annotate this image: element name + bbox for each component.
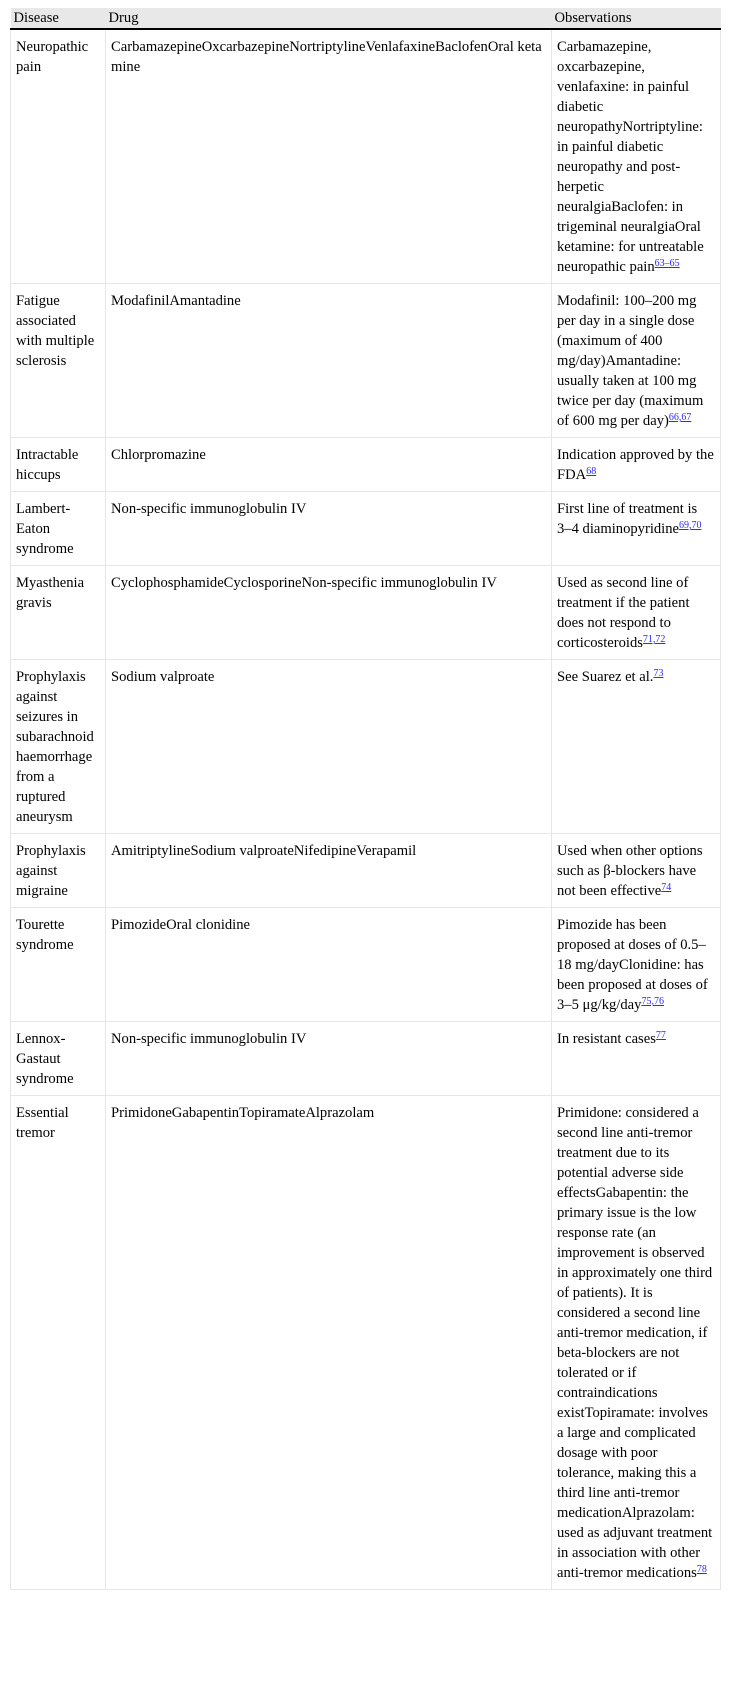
drug-cell: Chlorpromazine [106,438,552,492]
observation-cell [552,29,721,284]
drug-cell: Sodium valproate [106,660,552,834]
table-row [11,284,721,438]
drug-cell: AmitriptylineSodium valproateNifedipineVerapamil [106,834,552,908]
disease-cell: Intractable hiccups [11,438,106,492]
disease-cell: Myasthenia gravis [11,566,106,660]
reference-link[interactable]: 68 [586,466,597,477]
table-row [11,29,721,284]
observation-cell [552,908,721,1022]
disease-cell: Prophylaxis against seizures in subarachnoid haemorrhage from a ruptured aneurysm [11,660,106,834]
reference-sup [656,1030,666,1041]
observation-text: Modafinil: 100–200 mg per day in a single dose (maximum of 400 mg/day)Amantadine: usually taken at 100 mg twice per day (maximum of 600 mg per day) [557,293,704,429]
header-drug: Drug [106,8,552,29]
observation-text: Used as second line of treatment if the patient does not respond to corticosteroids [557,575,690,651]
drug-cell: Non-specific immunoglobulin IV [106,1022,552,1096]
table-row [11,1096,721,1590]
reference-link[interactable]: 63–65 [654,258,680,269]
observation-cell [552,566,721,660]
reference-sup [661,882,671,893]
table-row [11,438,721,492]
observation-cell [552,492,721,566]
observation-cell [552,1096,721,1590]
table-header [11,8,721,29]
disease-cell: Tourette syndrome [11,908,106,1022]
drug-cell: ModafinilAmantadine [106,284,552,438]
disease-cell: Prophylaxis against migraine [11,834,106,908]
disease-cell: Neuropathic pain [11,29,106,284]
table-row [11,908,721,1022]
reference-sup [669,412,692,423]
observation-cell [552,1022,721,1096]
drug-cell: CyclophosphamideCyclosporineNon-specific immunoglobulin IV [106,566,552,660]
table-row [11,834,721,908]
reference-link[interactable]: 66,67 [668,412,692,423]
header-row [11,8,721,29]
reference-sup [643,634,666,645]
observation-cell [552,438,721,492]
header-observations: Observations [552,8,721,29]
reference-link[interactable]: 74 [661,882,672,893]
header-disease: Disease [11,8,106,29]
observation-cell [552,834,721,908]
disease-cell: Lambert-Eaton syndrome [11,492,106,566]
observation-text: First line of treatment is 3–4 diaminopyridine [557,501,698,537]
reference-link[interactable]: 77 [655,1030,666,1041]
disease-cell: Lennox-Gastaut syndrome [11,1022,106,1096]
observation-cell [552,660,721,834]
drug-indications-table [10,8,721,1590]
reference-sup [641,996,664,1007]
disease-cell: Fatigue associated with multiple sclerosis [11,284,106,438]
reference-sup [586,466,596,477]
disease-cell: Essential tremor [11,1096,106,1590]
drug-cell: Non-specific immunoglobulin IV [106,492,552,566]
observation-text: Carbamazepine, oxcarbazepine, venlafaxine: in painful diabetic neuropathyNortriptyline: in painful diabetic neuropathy and post-herpetic neuralgiaBaclofen: in trigeminal neuralgiaOral ketamine: for untreatable neuropathic pain [557,39,704,275]
reference-sup [697,1564,707,1575]
observation-text: Indication approved by the FDA [557,447,714,483]
observation-text: In resistant cases [557,1031,656,1047]
observation-text: See Suarez et al. [557,669,654,685]
reference-link[interactable]: 69,70 [679,520,702,531]
reference-sup [653,668,663,679]
table-row [11,660,721,834]
reference-link[interactable]: 78 [696,1564,707,1575]
reference-link[interactable]: 75,76 [641,996,664,1007]
reference-link[interactable]: 71,72 [642,634,666,645]
observation-text: Used when other options such as β-blockers have not been effective [557,843,703,899]
drug-cell: PimozideOral clonidine [106,908,552,1022]
table-body [11,29,721,1590]
reference-link[interactable]: 73 [653,668,664,679]
reference-sup [655,258,680,269]
observation-text: Pimozide has been proposed at doses of 0.5–18 mg/dayClonidine: has been proposed at doses of 3–5 μg/kg/day [557,917,708,1013]
table-row [11,492,721,566]
reference-sup [679,520,702,531]
observation-text: Primidone: considered a second line anti-tremor treatment due to its potential adverse side effectsGabapentin: the primary issue is the low response rate (an improvement is observed in approximately one third of patients). It is considered a second line anti-tremor medication, if beta-blockers are not tolerated or if contraindications existTopiramate: involves a large and complicated dosage with poor tolerance, making this a third line anti-tremor medicationAlprazolam: used as adjuvant treatment in association with other anti-tremor medications [557,1105,713,1581]
table-row [11,566,721,660]
drug-cell: CarbamazepineOxcarbazepineNortriptylineVenlafaxineBaclofenOral ketamine [106,29,552,284]
drug-cell: PrimidoneGabapentinTopiramateAlprazolam [106,1096,552,1590]
table-row [11,1022,721,1096]
observation-cell [552,284,721,438]
